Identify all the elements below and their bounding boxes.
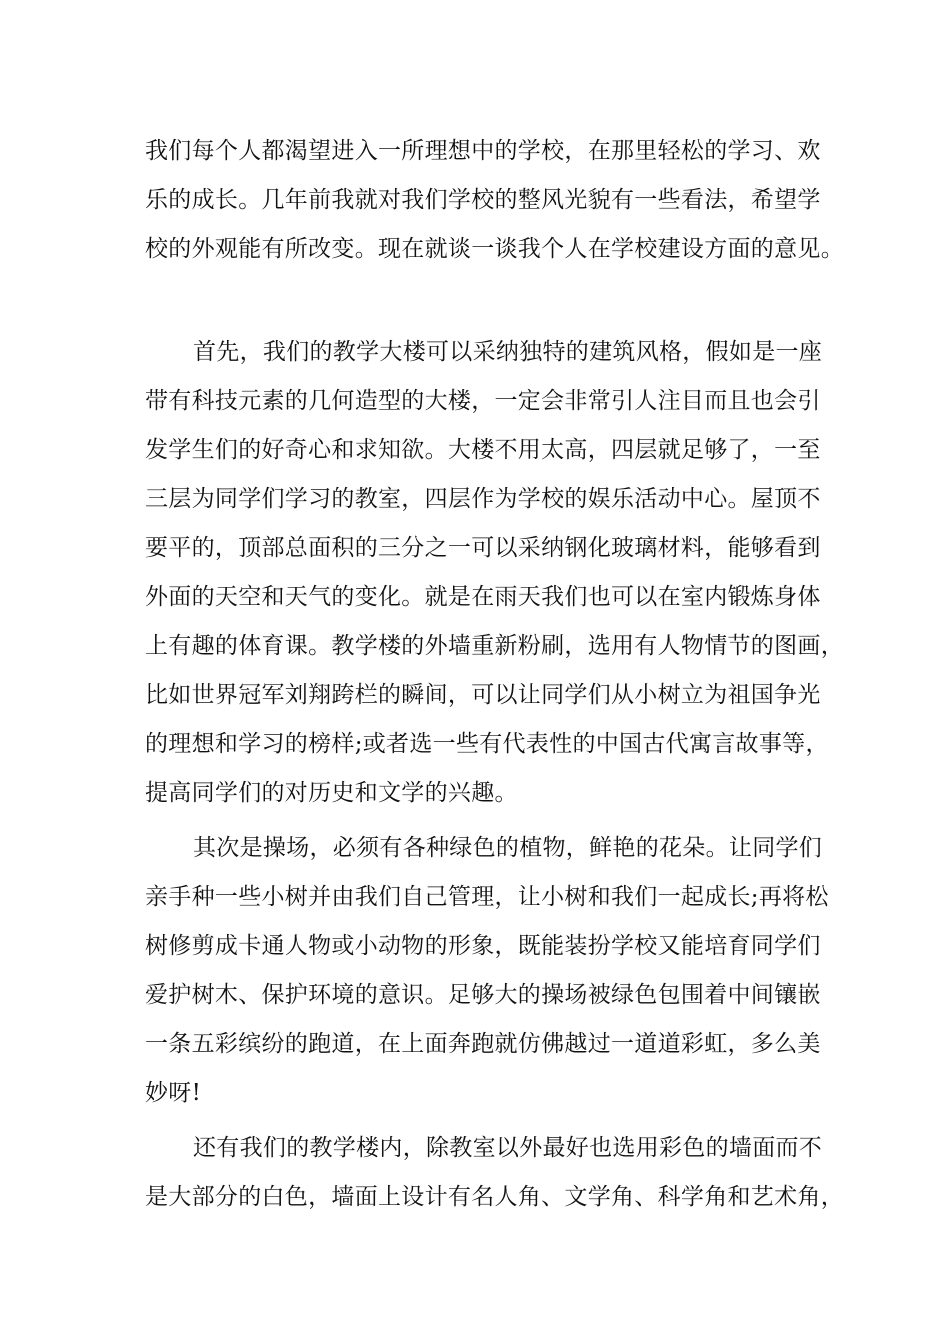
paragraph-intro-line: 乐的成长。几年前我就对我们学校的整风光貌有一些看法，希望学 [145, 187, 821, 213]
paragraph-building-line: 发学生们的好奇心和求知欲。大楼不用太高，四层就足够了，一至 [145, 437, 821, 463]
paragraph-building-line: 外面的天空和天气的变化。就是在雨天我们也可以在室内锻炼身体 [145, 584, 821, 610]
paragraph-intro-line: 我们每个人都渴望进入一所理想中的学校，在那里轻松的学习、欢 [145, 138, 821, 164]
paragraph-building-line: 比如世界冠军刘翔跨栏的瞬间，可以让同学们从小树立为祖国争光 [145, 682, 821, 708]
paragraph-playground-line: 爱护树木、保护环境的意识。足够大的操场被绿色包围着中间镶嵌 [145, 982, 821, 1008]
paragraph-playground-line: 一条五彩缤纷的跑道，在上面奔跑就仿佛越过一道道彩虹，多么美 [145, 1031, 821, 1057]
paragraph-building-line: 上有趣的体育课。教学楼的外墙重新粉刷，选用有人物情节的图画， [145, 633, 844, 659]
paragraph-interior-line: 是大部分的白色，墙面上设计有名人角、文学角、科学角和艺术角， [145, 1184, 844, 1210]
paragraph-building-line: 三层为同学们学习的教室，四层作为学校的娱乐活动中心。屋顶不 [145, 486, 821, 512]
paragraph-playground-line: 亲手种一些小树并由我们自己管理，让小树和我们一起成长;再将松 [145, 884, 829, 910]
paragraph-building-line: 要平的，顶部总面积的三分之一可以采纳钢化玻璃材料，能够看到 [145, 535, 821, 561]
paragraph-interior-line: 还有我们的教学楼内，除教室以外最好也选用彩色的墙面而不 [193, 1135, 823, 1161]
paragraph-intro-line: 校的外观能有所改变。现在就谈一谈我个人在学校建设方面的意见。 [145, 236, 844, 262]
paragraph-building-line: 提高同学们的对历史和文学的兴趣。 [145, 780, 518, 806]
paragraph-building-line: 的理想和学习的榜样;或者选一些有代表性的中国古代寓言故事等， [145, 731, 829, 757]
paragraph-building-line: 首先，我们的教学大楼可以采纳独特的建筑风格，假如是一座 [193, 339, 823, 365]
paragraph-playground-line: 树修剪成卡通人物或小动物的形象，既能装扮学校又能培育同学们 [145, 933, 821, 959]
paragraph-playground-line: 妙呀! [145, 1080, 202, 1106]
paragraph-playground-line: 其次是操场，必须有各种绿色的植物，鲜艳的花朵。让同学们 [193, 835, 823, 861]
paragraph-building-line: 带有科技元素的几何造型的大楼，一定会非常引人注目而且也会引 [145, 388, 821, 414]
